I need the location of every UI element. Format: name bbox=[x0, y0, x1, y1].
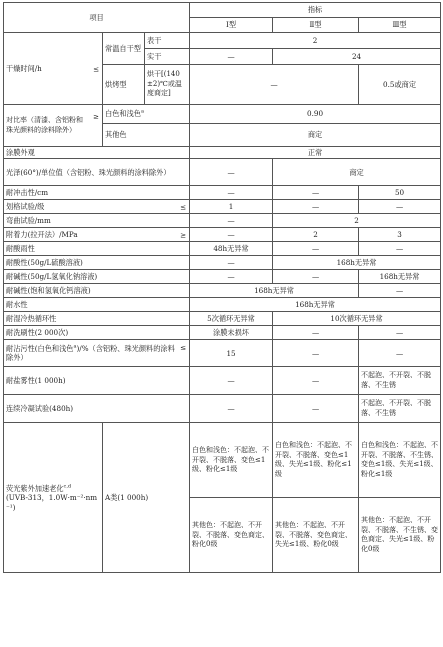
dry-hard-t23: 24 bbox=[273, 49, 441, 65]
acid-h2so4-t23: 168h无异常 bbox=[273, 256, 441, 270]
acid-h2so4-t1: — bbox=[190, 256, 273, 270]
impact-t2: — bbox=[273, 186, 359, 200]
scrub-t3: — bbox=[359, 326, 441, 340]
adhesion-t3: 3 bbox=[359, 228, 441, 242]
dry-surface-value: 2 bbox=[190, 33, 441, 49]
contrast-white-note: a bbox=[140, 108, 144, 115]
contrast-label-cell bbox=[4, 105, 103, 147]
stain-note: a bbox=[73, 343, 77, 350]
spec-sheet bbox=[3, 2, 441, 573]
salt-t3: 不起泡、不开裂、不脱落、不生锈 bbox=[359, 367, 441, 395]
cross-t2: — bbox=[273, 200, 359, 214]
row-alkali-naoh bbox=[4, 270, 441, 284]
alkali-naoh-t1: — bbox=[190, 270, 273, 284]
condense-t1: — bbox=[190, 395, 273, 423]
row-acid bbox=[4, 242, 441, 256]
row-bend bbox=[4, 214, 441, 228]
gloss-t23: 商定 bbox=[273, 159, 441, 186]
stain-t2: — bbox=[273, 340, 359, 367]
adhesion-t2: 2 bbox=[273, 228, 359, 242]
header-item: 项目 bbox=[4, 3, 190, 33]
water-value: 168h无异常 bbox=[190, 298, 441, 312]
alkali-caoh-t3: — bbox=[359, 284, 441, 298]
row-adhesion bbox=[4, 228, 441, 242]
contrast-label: 对比率（清漆、含铝粉和珠光颜料的涂料除外） bbox=[6, 115, 83, 134]
acid-t2: — bbox=[273, 242, 359, 256]
wet-cold-t1: 5次循环无异常 bbox=[190, 312, 273, 326]
row-dry-surface bbox=[4, 33, 441, 49]
alkali-naoh-label: 耐碱性(50g/L氢氧化钠溶液) bbox=[4, 270, 190, 284]
row-film bbox=[4, 147, 441, 159]
condense-t2: — bbox=[273, 395, 359, 423]
gloss-t1: — bbox=[190, 159, 273, 186]
uv-class: A类(1 000h) bbox=[103, 423, 190, 573]
uv-white-t3: 白色和浅色：不起泡、不开裂、不脱落、不生锈、变色≤1级、失光≤1级、粉化≤1级 bbox=[359, 423, 441, 498]
row-contrast-white bbox=[4, 105, 441, 124]
header-row bbox=[4, 3, 441, 18]
dry-bake-condition: 烘干[(140±2)℃或温度商定] bbox=[145, 65, 190, 105]
row-gloss bbox=[4, 159, 441, 186]
dry-bake-t3: 0.5或商定 bbox=[359, 65, 441, 105]
alkali-caoh-label: 耐碱性(饱和氢氧化钙溶液) bbox=[4, 284, 190, 298]
salt-label: 耐盐雾性(1 000h) bbox=[4, 367, 190, 395]
dry-surface-label: 表干 bbox=[145, 33, 190, 49]
header-indicator: 指标 bbox=[190, 3, 441, 18]
condense-label: 连续冷凝试验(480h) bbox=[4, 395, 190, 423]
impact-t1: — bbox=[190, 186, 273, 200]
dry-bake-label: 烘烤型 bbox=[103, 65, 145, 105]
uv-other-t2: 其他色：不起泡、不开裂、不脱落、变色商定、失光≤1级、粉化0级 bbox=[273, 498, 359, 573]
uv-white-t2: 白色和浅色：不起泡、不开裂、不脱落、变色≤1级、失光≤1级、粉化≤1级 bbox=[273, 423, 359, 498]
stain-t3: — bbox=[359, 340, 441, 367]
header-type-3: Ⅲ型 bbox=[359, 18, 441, 33]
acid-label: 耐酸雨性 bbox=[4, 242, 190, 256]
row-salt bbox=[4, 367, 441, 395]
alkali-naoh-t2: — bbox=[273, 270, 359, 284]
uv-other-t1: 其他色：不起泡、不开裂、不脱落、变色商定、粉化0级 bbox=[190, 498, 273, 573]
row-impact bbox=[4, 186, 441, 200]
dry-label: 干燥时间/h bbox=[6, 63, 42, 73]
salt-t2: — bbox=[273, 367, 359, 395]
contrast-other-value: 商定 bbox=[190, 124, 441, 147]
cross-label-cell bbox=[4, 200, 190, 214]
film-label: 涂膜外观 bbox=[4, 147, 190, 159]
spec-table bbox=[3, 2, 441, 573]
dry-hard-t1: — bbox=[190, 49, 273, 65]
uv-note: c,d bbox=[63, 483, 72, 490]
scrub-label: 耐洗刷性(2 000次) bbox=[4, 326, 190, 340]
stain-label-cell bbox=[4, 340, 190, 367]
scrub-t1: 涂膜未损坏 bbox=[190, 326, 273, 340]
uv-sub: (UVB-313，1.0W·m⁻²·nm⁻¹) bbox=[6, 493, 98, 512]
acid-t1: 48h无异常 bbox=[190, 242, 273, 256]
wet-cold-label: 耐湿冷热循环性 bbox=[4, 312, 190, 326]
stain-t1: 15 bbox=[190, 340, 273, 367]
uv-label-cell bbox=[4, 423, 103, 573]
contrast-white-value: 0.90 bbox=[190, 105, 441, 124]
adhesion-label: 附着力(拉开法）/MPa bbox=[6, 230, 78, 240]
header-type-1: Ⅰ型 bbox=[190, 18, 273, 33]
row-uv-white bbox=[4, 423, 441, 498]
alkali-caoh-t12: 168h无异常 bbox=[190, 284, 359, 298]
cross-operator: ≤ bbox=[180, 202, 187, 212]
row-wet-cold bbox=[4, 312, 441, 326]
cross-label: 划格试验/级 bbox=[6, 202, 45, 212]
contrast-other-label: 其他色 bbox=[103, 124, 190, 147]
contrast-white-label: 白色和浅色$^a$ bbox=[103, 105, 190, 124]
bend-label: 弯曲试验/mm bbox=[4, 214, 190, 228]
row-cross bbox=[4, 200, 441, 214]
acid-h2so4-label: 耐酸性(50g/L硫酸溶液) bbox=[4, 256, 190, 270]
stain-label: 耐沾污性(白色和浅色 bbox=[6, 344, 74, 353]
dry-hard-label: 实干 bbox=[145, 49, 190, 65]
impact-label: 耐冲击性/cm bbox=[4, 186, 190, 200]
contrast-operator: ≥ bbox=[93, 113, 99, 121]
salt-t1: — bbox=[190, 367, 273, 395]
acid-t3: — bbox=[359, 242, 441, 256]
header-type-2: Ⅱ型 bbox=[273, 18, 359, 33]
dry-bake-t12: — bbox=[190, 65, 359, 105]
row-condense bbox=[4, 395, 441, 423]
row-acid-h2so4 bbox=[4, 256, 441, 270]
row-scrub bbox=[4, 326, 441, 340]
water-label: 耐水性 bbox=[4, 298, 190, 312]
film-value: 正常 bbox=[190, 147, 441, 159]
cross-t3: — bbox=[359, 200, 441, 214]
gloss-label: 光泽(60°)/单位值（含铝粉、珠光颜料的涂料除外） bbox=[4, 159, 190, 186]
impact-t3: 50 bbox=[359, 186, 441, 200]
scrub-t2: — bbox=[273, 326, 359, 340]
uv-label: 荧光紫外加速老化 bbox=[6, 483, 64, 493]
wet-cold-t23: 10次循环无异常 bbox=[273, 312, 441, 326]
uv-white-t1: 白色和浅色：不起泡、不开裂、不脱落、变色≤1级、粉化≤1级 bbox=[190, 423, 273, 498]
adhesion-t1: — bbox=[190, 228, 273, 242]
alkali-naoh-t3: 168h无异常 bbox=[359, 270, 441, 284]
bend-t23: 2 bbox=[273, 214, 441, 228]
stain-operator: ≤ bbox=[180, 343, 187, 353]
row-alkali-caoh bbox=[4, 284, 441, 298]
row-stain bbox=[4, 340, 441, 367]
dry-label-cell bbox=[4, 33, 103, 105]
dry-operator: ≤ bbox=[92, 63, 99, 73]
dry-room-temp: 常温自干型 bbox=[103, 33, 145, 65]
uv-other-t3: 其他色：不起泡、不开裂、不脱落、不生锈、变色商定、失光≤1级、粉化0级 bbox=[359, 498, 441, 573]
adhesion-operator: ≥ bbox=[180, 230, 187, 240]
stain-label-tail: )/%（含铝粉、珠光颜料的涂料除外） bbox=[6, 344, 175, 363]
condense-t3: 不起泡、不开裂、不脱落、不生锈 bbox=[359, 395, 441, 423]
row-water bbox=[4, 298, 441, 312]
cross-t1: 1 bbox=[190, 200, 273, 214]
adhesion-label-cell bbox=[4, 228, 190, 242]
bend-t1: — bbox=[190, 214, 273, 228]
